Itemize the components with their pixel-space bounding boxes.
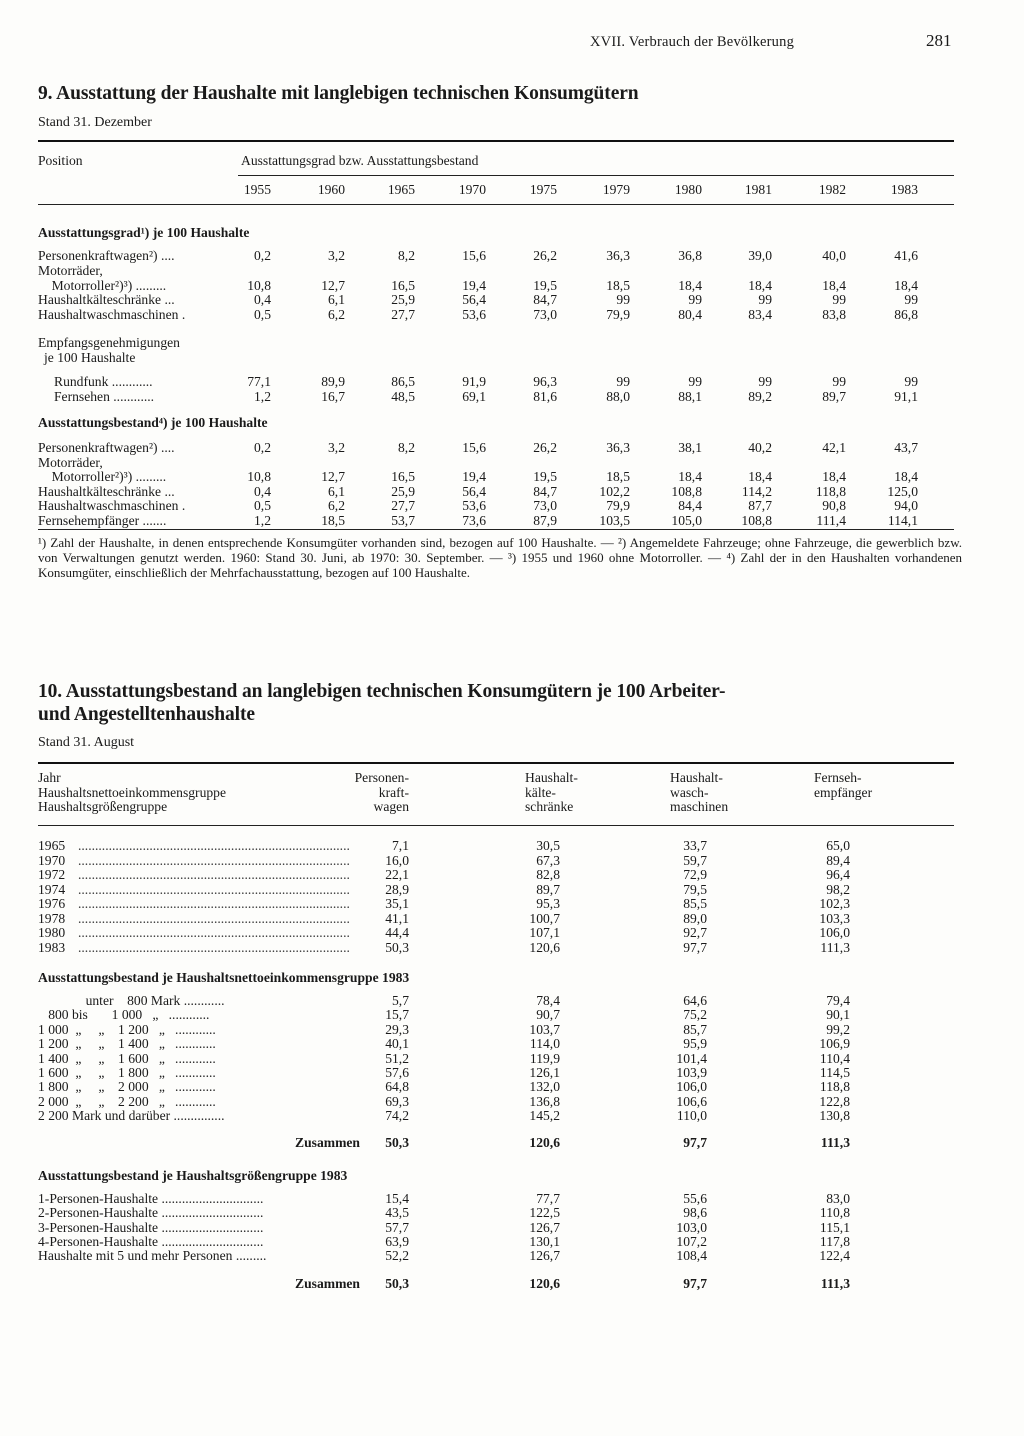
table10-size-total-value: 50,3 <box>385 1276 409 1291</box>
table9-row-value: 18,5 <box>321 513 345 528</box>
table9-row-value: 18,4 <box>822 469 846 485</box>
table10-column-header: kraft- <box>378 784 409 800</box>
table9-row-value: 87,9 <box>533 513 557 528</box>
table10-year-value: 33,7 <box>683 838 707 853</box>
table10-column-header: Fernseh- <box>814 770 862 785</box>
table10-income-row-label: 800 bis 1 000 „ ............ <box>38 1007 210 1023</box>
table10-income-row-value: 106,6 <box>676 1093 707 1109</box>
table9-row-value: 19,4 <box>462 469 486 485</box>
table9-row-value: 79,9 <box>606 307 630 323</box>
table9-row-value: 99 <box>832 292 846 308</box>
table10-income-row-value: 79,4 <box>826 993 850 1008</box>
table10-size-row-label: 2-Personen-Haushalte .............................. <box>38 1205 264 1221</box>
table10-income-row-value: 118,8 <box>819 1079 850 1095</box>
table9-row-value: 3,2 <box>328 440 345 455</box>
table9-empfang-row-value: 81,6 <box>533 388 557 404</box>
table10-leader-dots: ................................................................................ <box>78 881 350 897</box>
table9-row-value: 27,7 <box>391 307 415 323</box>
table9-row-value: 6,1 <box>328 483 345 499</box>
table9-row-value: 12,7 <box>321 469 345 485</box>
table9-row-value: 18,4 <box>678 469 702 485</box>
table9-row-value: 108,8 <box>671 483 702 499</box>
table10-income-row-value: 5,7 <box>392 993 409 1008</box>
table10-size-total-label: Zusammen <box>295 1276 360 1291</box>
table10-income-row-value: 106,0 <box>676 1079 707 1095</box>
table9-position-header: Position <box>38 153 83 168</box>
table10-year-value: 97,7 <box>683 939 707 955</box>
table10-size-total-value: 97,7 <box>683 1276 707 1291</box>
table9-row-value: 73,6 <box>462 513 486 528</box>
table10-year-value: 72,9 <box>683 867 707 883</box>
table9-row-value: 36,3 <box>606 248 630 263</box>
table10-income-row-value: 15,7 <box>385 1007 409 1023</box>
table9-year-header: 1960 <box>317 182 345 197</box>
table9-year-header: 1980 <box>674 182 702 197</box>
table10-leader-dots: ................................................................................ <box>78 838 350 853</box>
table10-year-label: 1980 <box>38 925 66 941</box>
table10-income-row-value: 110,4 <box>819 1050 850 1066</box>
table10-year-value: 89,7 <box>536 881 560 897</box>
table9-year-header: 1955 <box>243 182 271 197</box>
table9-row-value: 10,8 <box>247 277 271 293</box>
table10-year-value: 120,6 <box>529 939 560 955</box>
table10-income-row-value: 40,1 <box>385 1036 409 1052</box>
table9-row-value: 99 <box>688 292 702 308</box>
table10-income-row-value: 119,9 <box>529 1050 560 1066</box>
table9-row-value: 56,4 <box>462 483 486 499</box>
table9-year-header: 1983 <box>890 182 918 197</box>
table10-size-row-value: 52,2 <box>385 1248 409 1264</box>
table10-size-title: Ausstattungsbestand je Haushaltsgrößengruppe 1983 <box>38 1168 348 1183</box>
table9-section1-title: Ausstattungsgrad¹) je 100 Haushalte <box>38 225 250 240</box>
table10-year-value: 111,3 <box>820 939 850 955</box>
table9-group-rule <box>238 175 954 176</box>
table9-row-value: 80,4 <box>678 307 702 323</box>
table9-row-value: 6,1 <box>328 292 345 308</box>
table9-row-value: 99 <box>616 292 630 308</box>
table10-income-row-value: 114,0 <box>529 1036 560 1052</box>
table10-income-row-value: 74,2 <box>385 1108 409 1124</box>
running-header: XVII. Verbrauch der Bevölkerung <box>590 34 795 50</box>
table9-row-label: Haushaltwaschmaschinen . <box>38 498 186 514</box>
table9-row-value: 16,5 <box>391 469 415 485</box>
table9-row-value: 27,7 <box>391 498 415 514</box>
table9-row-value: 3,2 <box>328 248 345 263</box>
table9-row-label: Motorräder, <box>38 262 103 278</box>
table9-row-label: Personenkraftwagen²) .... <box>38 248 175 263</box>
table10-income-row-value: 136,8 <box>529 1093 560 1109</box>
table9-empfang-row-value: 77,1 <box>247 374 271 389</box>
table10-income-row-value: 106,9 <box>819 1036 850 1052</box>
table10-title-line1: 10. Ausstattungsbestand an langlebigen technischen Konsumgütern je 100 Arbeiter- <box>38 681 726 702</box>
table9-row-value: 53,6 <box>462 307 486 323</box>
table9-row-value: 90,8 <box>822 498 846 514</box>
table9-row-value: 19,4 <box>462 277 486 293</box>
table9-empfang-row-value: 96,3 <box>533 374 557 389</box>
table9-row-value: 83,4 <box>748 307 772 323</box>
table10-income-row-label: 1 800 „ „ 2 000 „ ............ <box>38 1079 216 1095</box>
table9-row-label: Motorroller²)³) ......... <box>38 277 167 293</box>
table9-empfang-row-value: 86,5 <box>391 374 415 389</box>
table9-row-label: Haushaltkälteschränke ... <box>38 292 175 308</box>
table10-size-row-value: 115,1 <box>819 1219 850 1235</box>
table10-leader-dots: ................................................................................ <box>78 852 350 868</box>
table9-row-label: Haushaltwaschmaschinen . <box>38 307 186 323</box>
table9-row-value: 43,7 <box>894 440 918 455</box>
table10-column-header: kälte- <box>525 784 556 800</box>
table10-year-value: 89,0 <box>683 910 707 926</box>
table10-year-label: 1972 <box>38 867 66 883</box>
table10-year-label: 1970 <box>38 852 66 868</box>
table9-row-value: 18,4 <box>822 277 846 293</box>
table9-row-value: 0,4 <box>254 483 271 499</box>
table10-income-row-value: 85,7 <box>683 1021 707 1037</box>
table10-leader-dots: ................................................................................ <box>78 896 350 912</box>
table10-income-row-value: 90,7 <box>536 1007 560 1023</box>
table9-row-value: 25,9 <box>391 292 415 308</box>
table9-row-value: 1,2 <box>254 513 271 528</box>
table10-year-value: 82,8 <box>536 867 560 883</box>
table9-row-value: 84,7 <box>533 483 557 499</box>
table9-row-value: 102,2 <box>599 483 630 499</box>
table10-income-total-value: 50,3 <box>385 1135 409 1150</box>
table10-year-value: 30,5 <box>536 838 560 853</box>
table9-empfang-row-value: 99 <box>758 374 772 389</box>
table9-row-value: 26,2 <box>533 440 557 455</box>
table10-income-row-value: 110,0 <box>676 1108 707 1124</box>
table9-row-value: 18,4 <box>894 277 918 293</box>
table9-row-value: 19,5 <box>533 469 557 485</box>
table9-row-value: 18,5 <box>606 277 630 293</box>
table10-size-row-label: 4-Personen-Haushalte .............................. <box>38 1233 264 1249</box>
table10-size-row-value: 122,4 <box>819 1248 850 1264</box>
table9-row-value: 103,5 <box>599 513 630 528</box>
table10-year-value: 22,1 <box>385 867 409 883</box>
table9-row-value: 86,8 <box>894 307 918 323</box>
table10-year-value: 100,7 <box>529 910 560 926</box>
table9-empfang-row-value: 69,1 <box>462 388 486 404</box>
table9-row-label: Personenkraftwagen²) .... <box>38 440 175 455</box>
table10-income-row-label: 1 000 „ „ 1 200 „ ............ <box>38 1021 216 1037</box>
table9-row-value: 10,8 <box>247 469 271 485</box>
table9-empfang-row-value: 16,7 <box>321 388 345 404</box>
table9-empfang-row-value: 91,9 <box>462 374 486 389</box>
table10-year-value: 107,1 <box>529 925 560 941</box>
table10-leader-dots: ................................................................................ <box>78 867 350 883</box>
table10-column-header: schränke <box>525 799 574 814</box>
table9-row-value: 84,7 <box>533 292 557 308</box>
table9-empfang-title: Empfangsgenehmigungen <box>38 335 180 350</box>
table9-row-value: 111,4 <box>816 513 846 528</box>
table9-row-value: 36,3 <box>606 440 630 455</box>
table10-year-value: 98,2 <box>826 881 850 897</box>
table9-empfang-row-value: 99 <box>904 374 918 389</box>
table10-income-row-value: 64,6 <box>683 993 707 1008</box>
table10-year-value: 59,7 <box>683 852 707 868</box>
table10-top-rule <box>38 762 954 764</box>
table10-income-row-value: 29,3 <box>385 1021 409 1037</box>
table10-year-value: 65,0 <box>826 838 850 853</box>
table10-income-row-value: 122,8 <box>819 1093 850 1109</box>
table9-row-label: Fernsehempfänger ....... <box>38 513 167 528</box>
table10-column-header: maschinen <box>670 799 729 814</box>
table10-income-total-label: Zusammen <box>295 1135 360 1150</box>
table10-income-row-value: 114,5 <box>819 1065 850 1080</box>
table9-bottom-rule <box>38 529 954 530</box>
table10-income-row-value: 99,2 <box>826 1021 850 1037</box>
table10-income-row-label: 1 600 „ „ 1 800 „ ............ <box>38 1065 216 1080</box>
table10-year-value: 103,3 <box>819 910 850 926</box>
table10-year-value: 50,3 <box>385 939 409 955</box>
table9-empfang-row-value: 89,2 <box>748 388 772 404</box>
table9-row-value: 40,0 <box>822 248 846 263</box>
table9-row-value: 18,4 <box>894 469 918 485</box>
table9-row-value: 12,7 <box>321 277 345 293</box>
table9-empfang-row-value: 89,7 <box>822 388 846 404</box>
table9-row-value: 99 <box>904 292 918 308</box>
table9-row-value: 114,1 <box>887 513 918 528</box>
table10-year-value: 79,5 <box>683 881 707 897</box>
table9-empfang-row-value: 99 <box>688 374 702 389</box>
table9-row-value: 114,2 <box>741 483 772 499</box>
table9-row-value: 40,2 <box>748 440 772 455</box>
table10-income-title: Ausstattungsbestand je Haushaltsnettoeinkommensgruppe 1983 <box>38 970 410 985</box>
table10-size-row-value: 108,4 <box>676 1248 707 1264</box>
table10-size-row-value: 117,8 <box>819 1233 850 1249</box>
table9-row-value: 84,4 <box>678 498 702 514</box>
table10-column-header: Personen- <box>354 770 409 785</box>
table9-row-value: 38,1 <box>678 440 702 455</box>
table9-row-value: 15,6 <box>462 440 486 455</box>
table10-stub-header: Jahr <box>38 770 61 785</box>
table9-row-value: 0,2 <box>254 248 271 263</box>
table9-row-value: 18,5 <box>606 469 630 485</box>
table9-row-value: 53,6 <box>462 498 486 514</box>
table10-income-row-value: 78,4 <box>536 993 560 1008</box>
table9-row-value: 8,2 <box>398 440 415 455</box>
table10-income-row-value: 75,2 <box>683 1007 707 1023</box>
table9-year-header: 1981 <box>744 182 772 197</box>
table10-income-row-label: 2 000 „ „ 2 200 „ ............ <box>38 1093 216 1109</box>
table9-row-label: Motorräder, <box>38 454 103 470</box>
table10-year-label: 1983 <box>38 939 66 955</box>
table10-stub-header: Haushaltsgrößengruppe <box>38 799 168 814</box>
table10-income-row-label: 1 400 „ „ 1 600 „ ............ <box>38 1050 216 1066</box>
table10-year-value: 41,1 <box>385 910 409 926</box>
table10-column-header: Haushalt- <box>670 770 723 785</box>
table10-year-label: 1965 <box>38 838 66 853</box>
table9-empfang-row-value: 88,1 <box>678 388 702 404</box>
table10-leader-dots: ................................................................................ <box>78 910 350 926</box>
table10-column-header: Haushalt- <box>525 770 578 785</box>
table10-income-total-value: 111,3 <box>820 1135 850 1150</box>
table9-empfang-row-label: Fernsehen ............ <box>54 388 155 404</box>
table9-empfang-row-value: 1,2 <box>254 388 271 404</box>
table9-subtitle: Stand 31. Dezember <box>38 115 152 130</box>
table10-size-row-value: 98,6 <box>683 1205 707 1221</box>
table9-row-value: 125,0 <box>887 483 918 499</box>
table10-size-row-value: 130,1 <box>529 1233 560 1249</box>
table10-size-total-value: 111,3 <box>820 1276 850 1291</box>
table9-row-value: 8,2 <box>398 248 415 263</box>
table10-year-value: 106,0 <box>819 925 850 941</box>
table9-row-value: 56,4 <box>462 292 486 308</box>
table9-footnote: ¹) Zahl der Haushalte, in denen entsprechende Konsumgüter vorhanden sind, bezogen auf 100 Haushalte. — ²) Angemeldete Fahrzeuge; ohne Fahrzeuge, die gewerblich bzw. von Verwaltungen genutzt werden. 1960: Stand 30. Juni, ab 1970: 30. September. — ³) 1955 und 1960 ohne Motorroller. — ⁴) Zahl der in den Haushalten vorhandenen Konsumgüter, einschließlich der Mehrfachausstattung, bezogen auf 100 Haushalte. <box>38 535 962 580</box>
table10-year-value: 92,7 <box>683 925 707 941</box>
table10-income-row-value: 132,0 <box>529 1079 560 1095</box>
table9-empfang-row-value: 91,1 <box>894 388 918 404</box>
table10-size-row-value: 15,4 <box>385 1191 409 1206</box>
table10-income-row-value: 101,4 <box>676 1050 707 1066</box>
table9-row-value: 83,8 <box>822 307 846 323</box>
table10-income-row-value: 95,9 <box>683 1036 707 1052</box>
table10-income-row-value: 69,3 <box>385 1093 409 1109</box>
table10-income-row-label: unter 800 Mark ............ <box>38 993 225 1008</box>
table10-income-row-value: 126,1 <box>529 1065 560 1080</box>
table10-income-row-value: 57,6 <box>385 1065 409 1080</box>
table10-income-row-value: 51,2 <box>385 1050 409 1066</box>
table9-row-value: 73,0 <box>533 307 557 323</box>
table10-size-row-value: 43,5 <box>385 1205 409 1221</box>
table9-row-value: 79,9 <box>606 498 630 514</box>
table10-income-row-label: 2 200 Mark und darüber ............... <box>38 1108 225 1124</box>
table10-size-row-value: 63,9 <box>385 1233 409 1249</box>
table9-row-value: 16,5 <box>391 277 415 293</box>
table9-row-value: 15,6 <box>462 248 486 263</box>
table10-stub-header: Haushaltsnettoeinkommensgruppe <box>38 784 227 800</box>
table10-income-row-value: 145,2 <box>529 1108 560 1124</box>
table10-year-value: 7,1 <box>392 838 409 853</box>
table9-row-value: 19,5 <box>533 277 557 293</box>
table9-empfang-title: je 100 Haushalte <box>44 350 136 365</box>
table9-section2-title: Ausstattungsbestand⁴) je 100 Haushalte <box>38 415 268 430</box>
table9-year-header: 1982 <box>818 182 846 197</box>
table10-size-row-value: 122,5 <box>529 1205 560 1221</box>
table10-year-label: 1974 <box>38 881 66 897</box>
table10-year-label: 1976 <box>38 896 66 912</box>
table10-size-row-value: 77,7 <box>536 1191 560 1206</box>
table9-year-header: 1979 <box>602 182 630 197</box>
table9-row-value: 18,4 <box>748 277 772 293</box>
table9-top-rule <box>38 140 954 142</box>
table10-column-header: empfänger <box>814 784 873 800</box>
table9-year-header: 1975 <box>529 182 557 197</box>
table9-year-header: 1965 <box>387 182 415 197</box>
table9-empfang-row-label: Rundfunk ............ <box>54 374 153 389</box>
table9-row-label: Haushaltkälteschränke ... <box>38 483 175 499</box>
table9-empfang-row-value: 48,5 <box>391 388 415 404</box>
table10-size-row-label: 3-Personen-Haushalte .............................. <box>38 1219 264 1235</box>
table9-row-value: 73,0 <box>533 498 557 514</box>
table10-size-row-label: Haushalte mit 5 und mehr Personen ......... <box>38 1248 267 1264</box>
table9-row-value: 0,2 <box>254 440 271 455</box>
table10-size-row-value: 126,7 <box>529 1219 560 1235</box>
table9-row-value: 0,5 <box>254 498 271 514</box>
table9-group-header: Ausstattungsgrad bzw. Ausstattungsbestand <box>241 153 479 168</box>
table10-size-row-value: 110,8 <box>819 1205 850 1221</box>
table10-year-value: 96,4 <box>826 867 850 883</box>
table10-header-rule <box>38 825 954 826</box>
table10-leader-dots: ................................................................................ <box>78 925 350 941</box>
table10-leader-dots: ................................................................................ <box>78 939 350 955</box>
table9-row-value: 41,6 <box>894 248 918 263</box>
table10-income-row-label: 1 200 „ „ 1 400 „ ............ <box>38 1036 216 1052</box>
table10-size-row-value: 126,7 <box>529 1248 560 1264</box>
table9-row-value: 18,4 <box>748 469 772 485</box>
table10-size-row-value: 55,6 <box>683 1191 707 1206</box>
table10-year-value: 85,5 <box>683 896 707 912</box>
table9-row-value: 6,2 <box>328 307 345 323</box>
table9-row-value: 36,8 <box>678 248 702 263</box>
table10-year-value: 35,1 <box>385 896 409 912</box>
table10-year-value: 44,4 <box>385 925 409 941</box>
table9-row-label: Motorroller²)³) ......... <box>38 469 167 485</box>
table9-row-value: 99 <box>758 292 772 308</box>
table9-row-value: 0,4 <box>254 292 271 308</box>
table9-row-value: 118,8 <box>815 483 846 499</box>
table10-size-row-label: 1-Personen-Haushalte .............................. <box>38 1191 264 1206</box>
table10-column-header: wagen <box>373 799 409 814</box>
table10-year-value: 16,0 <box>385 852 409 868</box>
table10-size-row-value: 103,0 <box>676 1219 707 1235</box>
table10-income-row-value: 64,8 <box>385 1079 409 1095</box>
table10-size-row-value: 57,7 <box>385 1219 409 1235</box>
table10-size-row-value: 83,0 <box>826 1191 850 1206</box>
table9-year-header: 1970 <box>458 182 486 197</box>
table9-empfang-row-value: 89,9 <box>321 374 345 389</box>
table9-row-value: 6,2 <box>328 498 345 514</box>
table9-row-value: 87,7 <box>748 498 772 514</box>
table10-income-total-value: 97,7 <box>683 1135 707 1150</box>
page-number: 281 <box>926 31 952 50</box>
table9-row-value: 108,8 <box>741 513 772 528</box>
table9-row-value: 53,7 <box>391 513 415 528</box>
table9-row-value: 25,9 <box>391 483 415 499</box>
table10-income-row-value: 103,7 <box>529 1021 560 1037</box>
table10-year-value: 67,3 <box>536 852 560 868</box>
table9-title: 9. Ausstattung der Haushalte mit langlebigen technischen Konsumgütern <box>38 83 639 104</box>
table9-header-rule <box>38 204 954 205</box>
table10-year-value: 89,4 <box>826 852 850 868</box>
table10-income-total-value: 120,6 <box>529 1135 560 1150</box>
table10-column-header: wasch- <box>670 784 709 800</box>
table10-income-row-value: 103,9 <box>676 1065 707 1080</box>
table9-row-value: 18,4 <box>678 277 702 293</box>
table9-row-value: 105,0 <box>671 513 702 528</box>
table9-row-value: 39,0 <box>748 248 772 263</box>
table9-empfang-row-value: 99 <box>832 374 846 389</box>
table10-year-value: 95,3 <box>536 896 560 912</box>
table10-income-row-value: 130,8 <box>819 1108 850 1124</box>
table10-year-value: 28,9 <box>385 881 409 897</box>
table9-row-value: 0,5 <box>254 307 271 323</box>
table10-year-label: 1978 <box>38 910 66 926</box>
table9-empfang-row-value: 99 <box>616 374 630 389</box>
table10-year-value: 102,3 <box>819 896 850 912</box>
table10-subtitle: Stand 31. August <box>38 735 135 750</box>
table9-row-value: 94,0 <box>894 498 918 514</box>
table9-empfang-row-value: 88,0 <box>606 388 630 404</box>
table10-title-line2: und Angestelltenhaushalte <box>38 704 255 725</box>
table9-row-value: 26,2 <box>533 248 557 263</box>
table9-row-value: 42,1 <box>822 440 846 455</box>
table10-size-total-value: 120,6 <box>529 1276 560 1291</box>
table10-income-row-value: 90,1 <box>826 1007 850 1023</box>
table10-size-row-value: 107,2 <box>676 1233 707 1249</box>
